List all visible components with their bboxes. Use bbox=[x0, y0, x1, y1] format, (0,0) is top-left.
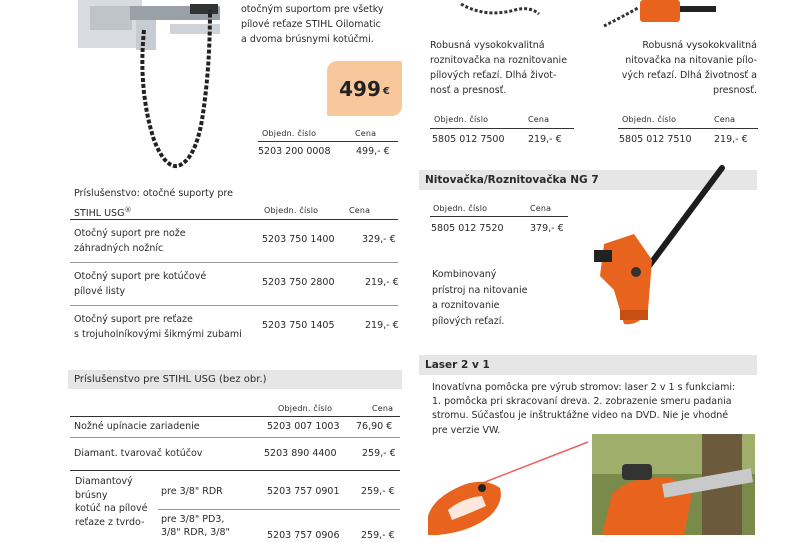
item-name: Otočný suport pre nože bbox=[74, 228, 186, 239]
desc-line: presnosť. bbox=[712, 85, 757, 96]
price: 259,- € bbox=[361, 486, 395, 497]
col-header-order: Objedn. číslo bbox=[433, 204, 488, 213]
col-header-price: Cena bbox=[528, 115, 550, 124]
order-number: 5203 757 0901 bbox=[267, 486, 340, 497]
col-header-order: Objedn. číslo bbox=[264, 206, 319, 215]
order-number: 5203 890 4400 bbox=[264, 448, 337, 459]
variant: pre 3/8" RDR bbox=[161, 486, 223, 497]
item-name: záhradných nožníc bbox=[74, 243, 164, 254]
table-row bbox=[74, 226, 400, 258]
order-number: 5203 750 1405 bbox=[262, 320, 335, 331]
ng7-description bbox=[432, 267, 527, 329]
price: 259,- € bbox=[362, 448, 396, 459]
order-number: 5203 200 0008 bbox=[258, 146, 331, 157]
desc-line: Inovatívna pomôcka pre výrub stromov: laser 2 v 1 s funkciami: bbox=[432, 382, 736, 393]
accessories-title-line2: STIHL USG bbox=[74, 208, 125, 220]
usg-accessories-title: Príslušenstvo pre STIHL USG (bez obr.) bbox=[68, 370, 402, 389]
ng7-image bbox=[590, 160, 730, 332]
desc-line: pílových reťazí. bbox=[432, 315, 505, 327]
top-left-description bbox=[241, 2, 411, 47]
table-row bbox=[74, 269, 400, 301]
riveter-image bbox=[600, 0, 720, 32]
desc-line: pre verzie VW. bbox=[432, 424, 501, 436]
item-name: Otočný suport pre kotúčové bbox=[74, 271, 207, 282]
col-header-order: Objedn. číslo bbox=[262, 129, 317, 138]
usg-product-image bbox=[70, 0, 230, 180]
ng7-title: Nitovačka/Roznitovačka NG 7 bbox=[419, 170, 757, 190]
price: 329,- € bbox=[362, 234, 396, 245]
desc-line: nitovačka na nitovanie pílo- bbox=[625, 55, 757, 66]
price: 219,- € bbox=[528, 134, 562, 145]
laser-device-image bbox=[420, 440, 590, 535]
price-tag bbox=[327, 61, 402, 116]
order-number: 5805 012 7520 bbox=[431, 223, 504, 234]
desc-line: roznitovačka na roznitovanie bbox=[430, 55, 568, 66]
desc-line: a dvoma brúsnymi kotúčmi. bbox=[241, 34, 374, 45]
col-header-price: Cena bbox=[530, 204, 552, 213]
col-header-price: Cena bbox=[349, 206, 371, 215]
price: 219,- € bbox=[365, 320, 399, 331]
order-number: 5203 757 0906 bbox=[267, 530, 340, 541]
right-description bbox=[600, 38, 757, 98]
price-tag-currency: € bbox=[382, 86, 390, 97]
desc-line: vých reťazí. Dlhá životnosť a bbox=[621, 70, 757, 81]
price: 219,- € bbox=[365, 277, 399, 288]
item-name: Diamant. tvarovač kotúčov bbox=[74, 448, 203, 459]
price: 259,- € bbox=[361, 530, 395, 541]
registered-mark: ® bbox=[124, 206, 132, 214]
group-label-line: Diamantový bbox=[75, 476, 133, 487]
order-number: 5805 012 7500 bbox=[432, 134, 505, 145]
col-header-price: Cena bbox=[714, 115, 736, 124]
chain-breaker-image bbox=[455, 0, 545, 20]
order-number: 5203 750 2800 bbox=[262, 277, 335, 288]
table-row bbox=[74, 419, 400, 434]
order-number: 5203 750 1400 bbox=[262, 234, 335, 245]
group-label bbox=[75, 475, 147, 529]
desc-line: stromu. Súčasťou je inštruktážne video na DVD. Nie je vhodné bbox=[432, 410, 729, 422]
desc-line: a roznitovanie bbox=[432, 300, 500, 311]
item-name: pílové listy bbox=[74, 286, 126, 297]
desc-line: pílové reťaze STIHL Oilomatic bbox=[241, 19, 381, 30]
laser-title: Laser 2 v 1 bbox=[419, 355, 757, 375]
col-header-price: Cena bbox=[355, 129, 377, 138]
group-label-line: reťaze z tvrdo- bbox=[75, 516, 145, 528]
price-tag-value: 499 bbox=[339, 76, 381, 101]
col-header-order: Objedn. číslo bbox=[434, 115, 489, 124]
order-number: 5203 007 1003 bbox=[267, 421, 340, 432]
mid-description bbox=[430, 38, 567, 98]
item-name: Otočný suport pre reťaze bbox=[74, 314, 193, 325]
accessories-title-line1: Príslušenstvo: otočné suporty pre bbox=[74, 188, 233, 199]
price: 219,- € bbox=[714, 134, 748, 145]
table-row bbox=[161, 513, 401, 539]
price: 499,- € bbox=[356, 146, 390, 157]
desc-line: prístroj na nitovanie bbox=[432, 284, 528, 296]
order-number: 5805 012 7510 bbox=[619, 134, 692, 145]
group-label-line: brúsny bbox=[75, 489, 108, 501]
desc-line: nosť a presnosť. bbox=[430, 85, 507, 96]
price: 379,- € bbox=[530, 223, 564, 234]
table-row bbox=[161, 484, 401, 499]
variant: pre 3/8" PD3, bbox=[161, 514, 225, 525]
col-header-price: Cena bbox=[372, 404, 394, 413]
desc-line: pílových reťazí. Dlhá život- bbox=[430, 70, 557, 81]
desc-line: Robusná vysokokvalitná bbox=[642, 40, 757, 51]
desc-line: otočným suportom pre všetky bbox=[241, 4, 384, 15]
item-name: s trojuholníkovými šikmými zubami bbox=[74, 329, 242, 340]
desc-line: Kombinovaný bbox=[432, 269, 497, 280]
desc-line: Robusná vysokokvalitná bbox=[430, 40, 545, 51]
table-row bbox=[74, 446, 400, 461]
price: 76,90 € bbox=[356, 421, 393, 432]
laser-in-use-photo bbox=[592, 434, 755, 535]
table-row bbox=[74, 312, 400, 344]
col-header-order: Objedn. číslo bbox=[278, 404, 333, 413]
col-header-order: Objedn. číslo bbox=[622, 115, 677, 124]
variant: 3/8" RDR, 3/8" bbox=[161, 527, 230, 538]
accessories-title bbox=[74, 186, 233, 222]
group-label-line: kotúč na pílové bbox=[75, 503, 148, 514]
item-name: Nožné upínacie zariadenie bbox=[74, 421, 200, 432]
laser-description bbox=[432, 381, 757, 438]
desc-line: 1. pomôcka pri skracovaní dreva. 2. zobrazenie smeru padania bbox=[432, 396, 732, 408]
